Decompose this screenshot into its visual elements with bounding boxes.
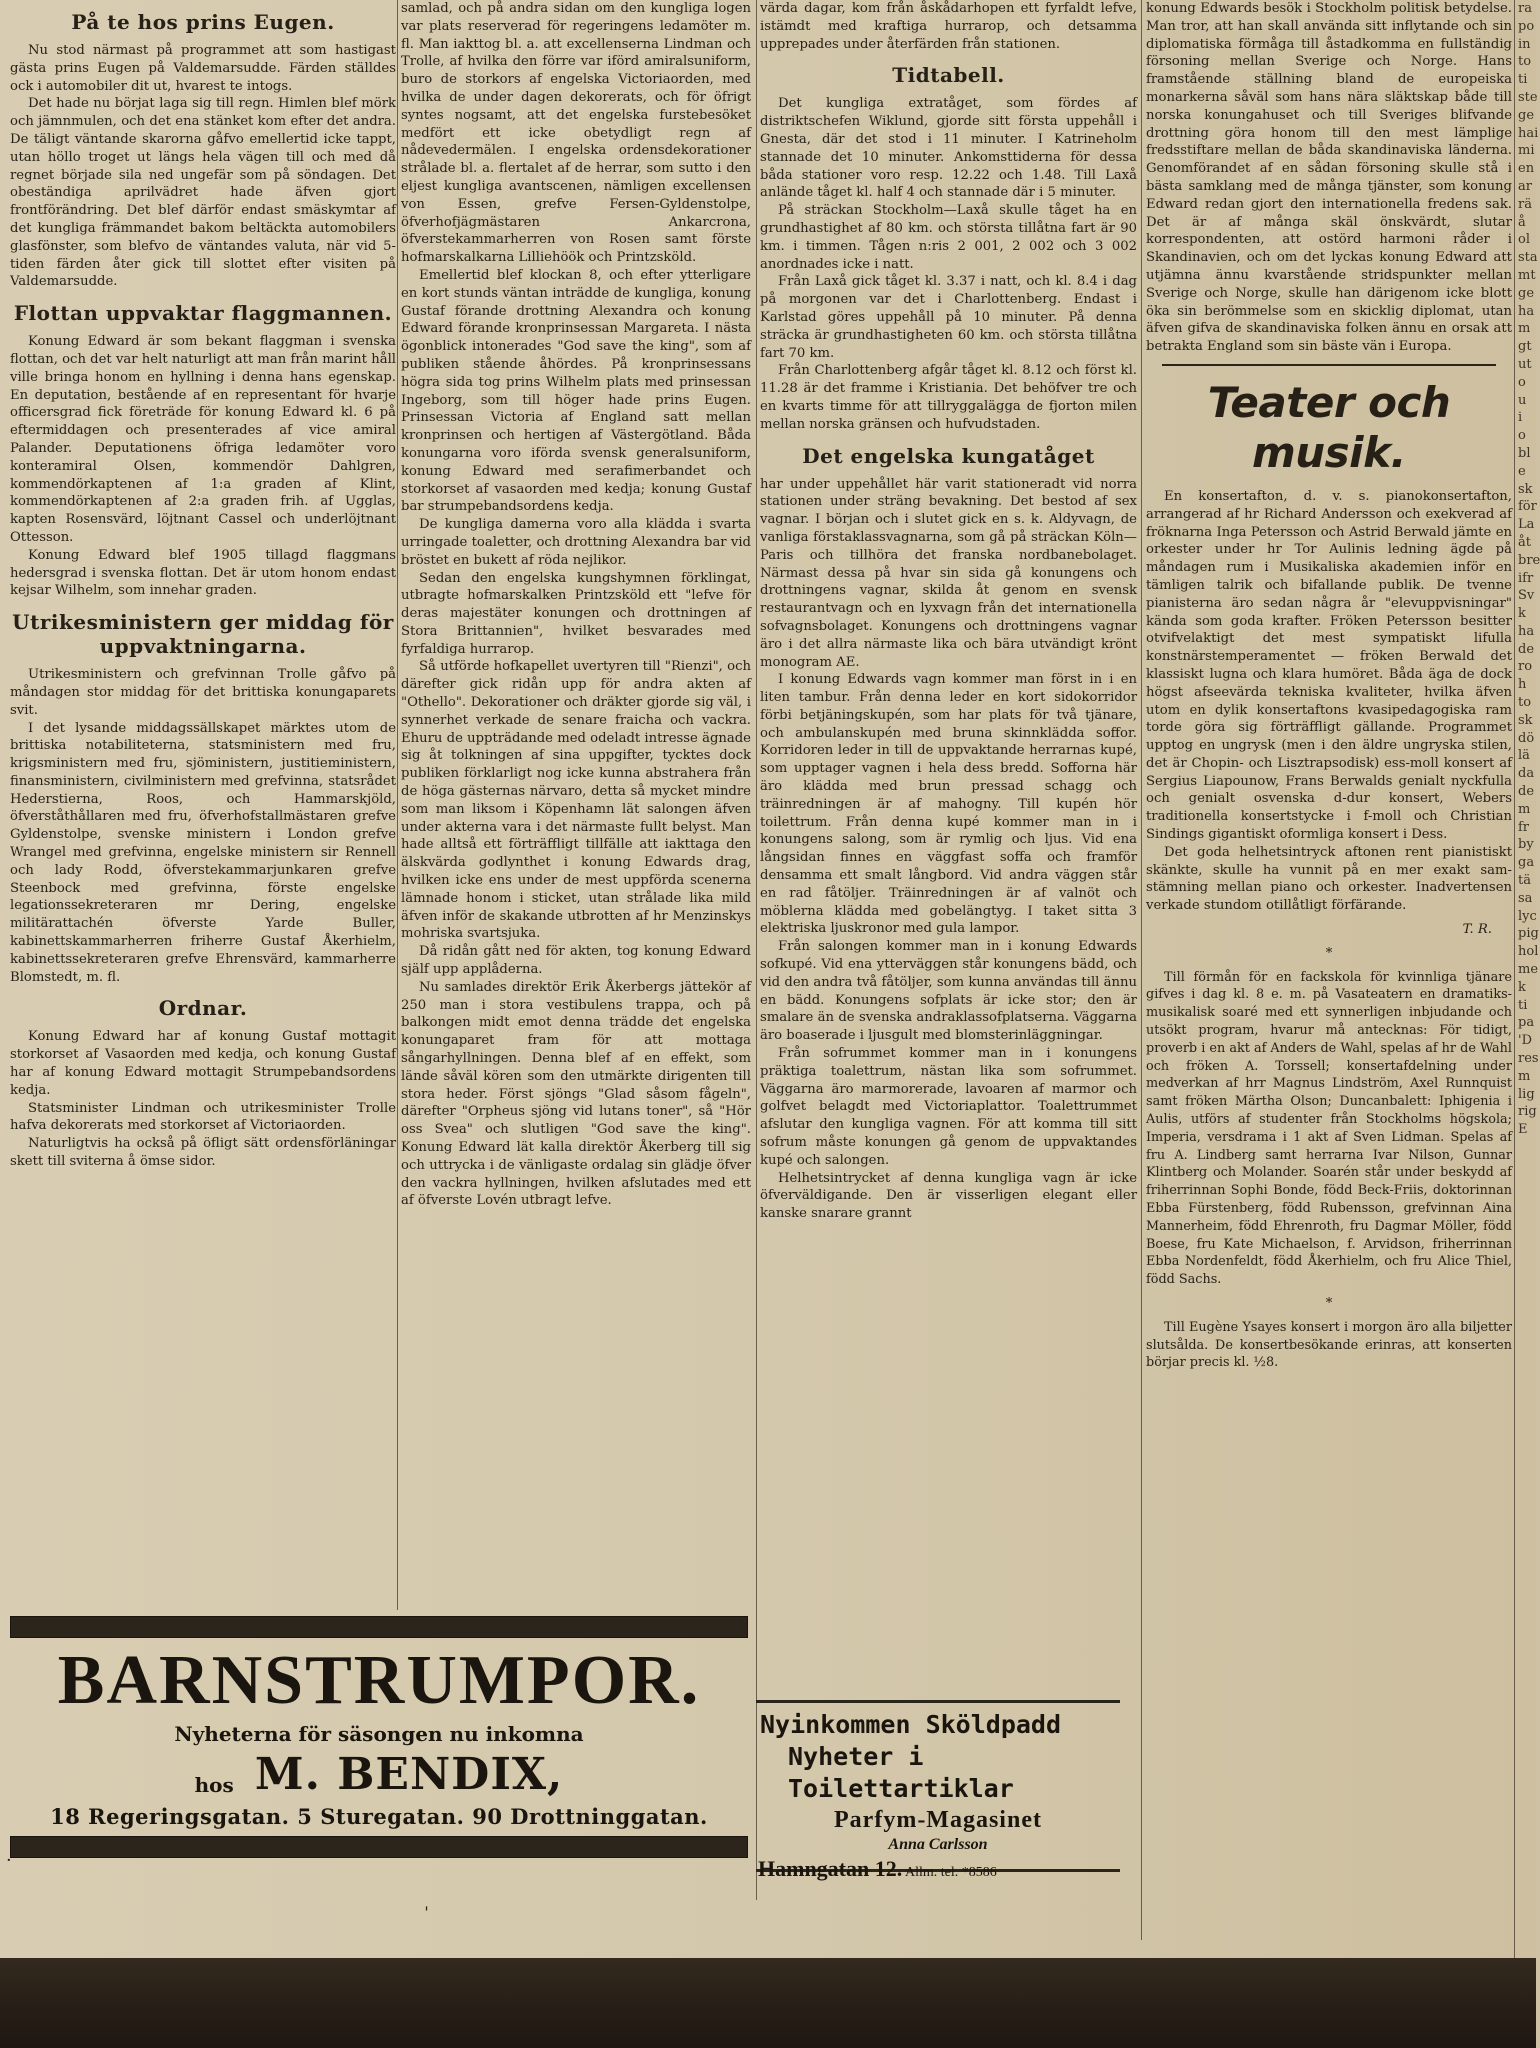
edge-fragment: rig bbox=[1518, 1104, 1537, 1120]
article-text: Nu samlades direktör Erik Åkerbergs jättekör af 250 man i stora vestibulens trappa, och på balkongen midt emot denna trädde det engelska konungaparet fram för att mottaga sångarhyllningen. Denna blef af en effekt, som lände såväl kören som den utmärkte dirigenten till stora heder. Först sjöngs "Glad såsom fågeln", därefter "Orpheus sjöng vid lutans toner", så "Hör oss Svea" och slutligen "God save the king". Konung Edward lät kalla direktör Åkerberg till sig och uttrycka i de vänligaste ordalag sin glädje öfver den vackra hyllningen, hvilken afslutades med ett af öfverste Lovén utbragt lefve. bbox=[401, 979, 751, 1209]
article-text: värda dagar, kom från åskådarhopen ett fyrfaldt lefve, istämdt med kraftiga hurrarop, och detsamma upprepades under återfärden från stationen. bbox=[760, 1, 1137, 52]
heading-prins-eugen: På te hos prins Eugen. bbox=[71, 10, 335, 34]
ad-border-top bbox=[10, 1616, 748, 1638]
article-text: De kungliga damerna voro alla klädda i svarta urringade toaletter, och drottning Alexandra bar vid bröstet en bukett af röda nejlikor. bbox=[401, 517, 751, 568]
scan-background-bottom bbox=[0, 1958, 1536, 2048]
edge-fragment: Sv bbox=[1518, 588, 1535, 604]
ad-line: Nyheter i Toilettartiklar bbox=[788, 1742, 1014, 1803]
article-text: Så utförde hofkapellet uvertyren till "Rienzi", och därefter gick ridån upp för andra akten af "Othello". Dekorationer och dräkter gjorde sig väl, i synnerhet verkade de senare fraicha och vackra. Ehuru de uppträdande med odeladt intresse ägnade sig åt tolkningen af sina uppgifter, tycktes dock publiken förklarligt nog icke kunna abstrahera från de höga gästernas närvaro, detta så mycket mindre som man liksom i Köpenhamn lät salongen äfven under akterna vara i det närmaste fullt belyst. Man hade alltså ett förträffligt tillfälle att iakttaga den älskvärda godlynthet i konung Edwards drag, hvilken icke ens under de mest uppförda scenerna lämnade honom i sticket, utan strålade lika mild äfven inför de skakande utbrotten af hr Menzinskys mohriska svartsjuka. bbox=[401, 659, 751, 942]
ad-street: Hamngatan 12. bbox=[758, 1856, 903, 1881]
article-text: Det hade nu börjat laga sig till regn. Himlen blef mörk och jämnmulen, och det ena stänket kom efter det andra. De täligt väntande skarorna gåfvo emellertid icke tappt, utan höllo troget ut längs hela vägen till och med då regnet började sila ned ungefär som på söndagen. Det obeständiga aprilvädret hade äfven gjort frontförändring. Det blef därför endast smäskymtar af det kungliga främmandet bakom beltäckta automobilers glasfönster, som blefvo de väntandes valuta, när vid 5-tiden färden åter gick till slottet efter visiten på Valdemarsudde. bbox=[10, 96, 396, 290]
article-text: Konung Edward blef 1905 tillagd flaggmans hedersgrad i svenska flottan. Det är utom honom endast kejsar Wilhelm, som innehar graden. bbox=[10, 547, 396, 599]
article-text: Helhetsintrycket af denna kungliga vagn är icke öfverväldigande. Den är visserligen elegant eller kanske snarare grannt bbox=[760, 1170, 1137, 1222]
edge-fragment: by bbox=[1518, 837, 1534, 853]
ad-subtitle: Nyheterna för säsongen nu inkomna bbox=[174, 1722, 584, 1746]
edge-fragment: o bbox=[1518, 428, 1526, 444]
edge-fragment: hai bbox=[1518, 125, 1539, 141]
edge-fragment: m bbox=[1518, 321, 1531, 337]
edge-fragment: dö bbox=[1518, 730, 1535, 746]
article-text: Det kungliga extratåget, som fördes af distriktschefen Wiklund, gjorde sitt första uppehåll i Gnesta, där det stod i 11 minuter. I Katrineholm stannade det 10 minuter. Ankomsttiderna för dessa båda stationer voro resp. 12.22 och 1.48. Till Laxå anlände tåget kl. half 4 och stannade där i 5 minuter. bbox=[760, 96, 1137, 201]
ink-mark: · bbox=[6, 1850, 12, 1871]
separator-star: * bbox=[1325, 945, 1333, 961]
article-text: Till förmån för en fackskola för kvinnliga tjänare gifves i dag kl. 8 e. m. på Vasateatern en dramatiks-musikalisk soaré med ett synnerligen inbjudande och utsökt program, hvarur må antecknas: För tidigt, proverb i en akt af Anders de Wahl, spelas af hr de Wahl och fröken A. Torssell; konsertafdelning under medverkan af hrr Magnus Lindström, Axel Runnquist samt fröken Märtha Olson; Duncanbalett: Iphigenia i Aulis, utförs af studenter från Stockholms högskola; Imperia, versdrama i 1 akt af Sven Lidman. Spelas af fru A. Lindberg samt herrarna Ivar Nilson, Gunnar Klintberg och Molander. Soarén står under beskydd af friherrinnan Sophi Bonde, född Beck-Friis, doktorinnan Ebba Fürstenberg, född Rubensson, grefvinnan Aina Mannerheim, född Ehrenroth, fru Dagmar Möller, född Boese, fru Kate Michaelson, f. Arvidson, friherrinnan Ebba Nordenfeldt, född Åkerhielm, och fru Alice Thiel, född Sachs. bbox=[1146, 969, 1512, 1288]
heading-teater-och-musik: Teater och musik. bbox=[1207, 377, 1451, 477]
edge-fragment: m bbox=[1518, 801, 1531, 817]
advertisement-parfym-magasinet bbox=[756, 1700, 1120, 1881]
edge-fragment: i bbox=[1518, 410, 1523, 426]
article-text: En konsertafton, d. v. s. pianokonsertafton, arrangerad af hr Richard Andersson och exekverad af fröknarna Inga Petersson och Astrid Berwald jämte en orkester under hr Tor Aulinis ledning ägde på måndagen rum i Musikaliska akademien inför en tämligen talrik och bifallande publik. De tvenne pianisterna äro sedan några år "elevuppvisningar" kända som goda krafter. Fröken Petersson besitter otvifvelaktigt det mest sympatiskt lifulla konstnärstemperamentet — fröken Berwald det klassiskt lugna och klara humöret. Båda äga de dock högst afseevärda tekniska kvaliteter, hvilka äfven utom en dylik konsertaftons kvasipedagogiska ram torde göra sig förträffligt gällande. Programmet upptog en ungrysk (men i den äldre ungryska stilen, det är Chopin- och Lisztrapsodisk) ess-moll konsert af Sergius Liapounow, Frans Berwalds genialt nyckfulla och genialt osvenska d-dur konsert, Webers traditionella konsertstycke i f-moll och Christian Sindings gigantiskt oformliga konsert i Dess. bbox=[1146, 488, 1512, 843]
edge-fragment: h bbox=[1518, 677, 1527, 693]
column-rule bbox=[397, 0, 398, 1610]
edge-fragment: gt bbox=[1518, 339, 1532, 355]
edge-fragment bbox=[1518, 1157, 1536, 1175]
ink-mark: ˈ bbox=[424, 1904, 429, 1925]
edge-fragment: de bbox=[1518, 784, 1535, 800]
edge-fragment: ha bbox=[1518, 303, 1535, 319]
edge-fragment: bre bbox=[1518, 552, 1540, 568]
edge-fragment: en bbox=[1518, 161, 1535, 177]
edge-fragment: åt bbox=[1518, 534, 1531, 550]
column-rule bbox=[1514, 0, 1515, 1958]
edge-fragment: 'D bbox=[1518, 1033, 1532, 1049]
edge-fragment: bl bbox=[1518, 445, 1531, 461]
edge-fragment: ge bbox=[1518, 107, 1535, 123]
edge-fragment: ol bbox=[1518, 232, 1530, 248]
edge-fragment: rä bbox=[1518, 196, 1532, 212]
edge-fragment: ra bbox=[1518, 1, 1532, 16]
edge-fragment bbox=[1518, 1139, 1536, 1157]
edge-fragment: ar bbox=[1518, 178, 1532, 194]
article-text: samlad, och på andra sidan om den kungliga logen var plats reserverad för regeringens ledamöter m. fl. Man iakttog bl. a. att excellenserna Lindman och Trolle, af hvilka den förre var iförd amiralsuniform, buro de storkors af engelska Victoriaorden, med hvilka de under dagen dekorerats, och för öfrigt syntes nogsamt, att det engelska furstebesöket medfört ett icke obetydligt regn af nådevedermälen. I engelska ordensdekorationer strålade bl. a. flertalet af de herrar, som sutto i den eljest kungliga avantscenen, nämligen excellensen von Essen, grefve Fersen-Gyldenstolpe, öfverhofjägmästaren Ankarcrona, öfverstekammarherren von Rosen samt förste hofmarskalkarna Lilliehöök och Printzsköld. bbox=[401, 1, 751, 266]
edge-fragment: ha bbox=[1518, 623, 1535, 639]
edge-fragment: in bbox=[1518, 36, 1531, 52]
article-text: Från salongen kommer man in i konung Edwards sofkupé. Vid ena ytterväggen står konungens bädd, och vid den andra två fåtöljer, som kunna användas till ännu en bädd. Konungens sofplats är icke stor; den är smalare än de svenska andraklassofplatserna. Väggarna äro boaserade i ljusgult med blomsterinläggningar. bbox=[760, 939, 1137, 1044]
ad-owner: Anna Carlsson bbox=[888, 1836, 988, 1853]
article-text: Då ridån gått ned för akten, tog konung Edward själf upp applåderna. bbox=[401, 944, 751, 978]
edge-fragment: ifr bbox=[1518, 570, 1534, 586]
edge-fragment: ro bbox=[1518, 659, 1533, 675]
edge-fragment: pa bbox=[1518, 1015, 1535, 1031]
edge-fragment: å bbox=[1518, 214, 1526, 230]
edge-fragment: hol bbox=[1518, 944, 1539, 960]
ad-addresses: 18 Regeringsgatan. 5 Sturegatan. 90 Drottninggatan. bbox=[50, 1804, 708, 1829]
article-text: Konung Edward har af konung Gustaf mottagit storkorset af Vasaorden med kedja, och konung Gustaf har af konung Edward mottagit Strumpebandsordens kedja. bbox=[10, 1029, 396, 1098]
edge-fragment: k bbox=[1518, 979, 1526, 995]
ad-shop-name: Parfym-Magasinet bbox=[834, 1807, 1042, 1833]
edge-fragment: för bbox=[1518, 499, 1537, 515]
ad-hos: hos bbox=[194, 1772, 234, 1797]
edge-fragment: ge bbox=[1518, 285, 1535, 301]
edge-fragment: E bbox=[1518, 1122, 1528, 1138]
edge-fragment: m bbox=[1518, 1068, 1531, 1084]
section-rule bbox=[1162, 364, 1496, 366]
signature: T. R. bbox=[1462, 922, 1492, 938]
edge-fragment: sta bbox=[1518, 250, 1538, 266]
edge-fragment: res bbox=[1518, 1051, 1539, 1067]
article-text: Emellertid blef klockan 8, och efter ytterligare en kort stunds väntan inträdde de kungliga, konung Gustaf förande drottning Alexandra och konung Edward förande kronprinsessan Margareta. I nästa ögonblick intonerades "God save the king", som af publiken stående åhördes. På kronprinsessans högra sida tog prins Wilhelm plats med prinsessan Ingeborg, som till höger hade prins Eugen. Prinsessan Victoria af England satt mellan kronprinsen och hertigen af Västergötland. Båda konungarna voro iförda svensk generalsuniform, konung Edward med serafimerbandet och storkorset af vasaorden med kedja; konung Gustaf bar strumpebandsordens kedja. bbox=[401, 267, 751, 515]
edge-fragment: to bbox=[1518, 695, 1532, 711]
edge-fragment: fr bbox=[1518, 819, 1530, 835]
edge-fragment: tä bbox=[1518, 873, 1531, 889]
ad-phone: Allm. tel. *8586 bbox=[902, 1865, 997, 1880]
edge-fragment: e bbox=[1518, 463, 1526, 479]
edge-fragment: sa bbox=[1518, 890, 1533, 906]
edge-fragment: ti bbox=[1518, 72, 1528, 88]
article-text: Utrikesministern och grefvinnan Trolle gåfvo på måndagen stor middag för det brittiska konungaparets svit. bbox=[10, 667, 396, 718]
ad-border-bottom bbox=[10, 1836, 748, 1858]
article-text: Från Laxå gick tåget kl. 3.37 i natt, och kl. 8.4 i dag på morgonen var det i Charlottenberg. Endast i Karlstad göres uppehåll på 10 minuter. På denna sträcka är grundhastigheten 60 km. och största tillåtna fart 70 km. bbox=[760, 274, 1137, 361]
edge-fragment: ut bbox=[1518, 356, 1532, 372]
edge-fragment: ste bbox=[1518, 89, 1538, 105]
column-2 bbox=[401, 0, 751, 1612]
edge-fragment: mi bbox=[1518, 143, 1535, 159]
column-1 bbox=[10, 0, 396, 1610]
edge-fragment: o bbox=[1518, 374, 1526, 390]
edge-fragment: ga bbox=[1518, 855, 1535, 871]
article-text: Nu stod närmast på programmet att som hastigast gästa prins Eugen på Valdemarsudde. Färden ställdes ock i automobiler dit ut, hvarest te intogs. bbox=[10, 43, 396, 94]
edge-fragment: po bbox=[1518, 18, 1535, 34]
edge-fragment: pig bbox=[1518, 926, 1539, 942]
edge-fragment: k bbox=[1518, 606, 1526, 622]
ad-merchant-name: M. BENDIX, bbox=[254, 1749, 564, 1800]
article-text: Från sofrummet kommer man in i konungens präktiga toalettrum, nästan lika som sofrummet. Väggarna äro marmorerade, lavoaren af marmor och golfvet belagdt med Victoriaplattor. Toalettrummet afslutar den kungliga vagnen. För att komma till sitt sofrum måste konungen gå genom de uppvaktandes kupé och salongen. bbox=[760, 1046, 1137, 1168]
ad-address bbox=[758, 1855, 1120, 1887]
article-text: Sedan den engelska kungshymnen förklingat, utbragte hofmarskalken Printzsköld ett "lefve för deras majestäter konungen och drottningen af Stora Brittannien", hvilket besvarades med fyrfaldiga hurrarop. bbox=[401, 570, 751, 657]
edge-fragment: u bbox=[1518, 392, 1527, 408]
heading-tidtabell: Tidtabell. bbox=[892, 63, 1005, 88]
article-text: Statsminister Lindman och utrikesminister Trolle hafva dekorerats med storkorset af Victoriaorden. bbox=[10, 1100, 396, 1134]
column-4 bbox=[1146, 0, 1512, 1940]
edge-fragment: de bbox=[1518, 641, 1535, 657]
article-text: Naturligtvis ha också på öfligt sätt ordensförläningar skett till sviterna å ömse sidor. bbox=[10, 1136, 396, 1170]
article-text: I konung Edwards vagn kommer man först in i en liten tambur. Från denna leder en kort sidokorridor förbi betjäningskupén, som har plats för två tjänare, och ambulanskupén med bruna skinnklädda soffor. Korridoren leder in till de uppvaktande herrarnas kupé, som upptager vagnen i hela dess bredd. Sofforna här äro klädda med brun pressad schagg och träinredningen är af mahogny. Till kupén hör toilettrum. Från denna kupé kommer man in i konungens salong, som är rymlig och ljus. Vid ena långsidan finnes en väggfast soffa och framför densamma ett smalt långbord. Vid andra väggen står en rad fåtöljer. Träinredningen är af valnöt och möblerna klädda med gobelängtyg. I taket sitta 3 elektriska ljuskronor med gula lampor. bbox=[760, 672, 1137, 937]
edge-fragment: lä bbox=[1518, 748, 1530, 764]
edge-fragment: me bbox=[1518, 962, 1539, 978]
cropped-edge-column bbox=[1518, 0, 1540, 1958]
heading-flottan: Flottan uppvaktar flaggmannen. bbox=[13, 301, 393, 326]
edge-fragment: lyc bbox=[1518, 908, 1537, 924]
heading-ordnar: Ordnar. bbox=[158, 996, 248, 1021]
ad-title: BARNSTRUMPOR. bbox=[57, 1642, 701, 1719]
heading-kungataget: Det engelska kungatåget bbox=[802, 443, 1095, 468]
article-text: Från Charlottenberg afgår tåget kl. 8.12 och först kl. 11.28 är det framme i Kristiania. Det behöfver tre och en kvarts timme för att tillryggalägga de fjorton milen mellan norska gränsen och hufvudstaden. bbox=[760, 363, 1137, 432]
column-3 bbox=[760, 0, 1137, 1700]
article-text: Konung Edward är som bekant flaggman i svenska flottan, och det var helt naturligt att man från marint håll ville bringa honom en hyllning i denna hans egenskap. En deputation, bestående af en representant för hvarje officersgrad fick företräde för konung Edward kl. 6 på eftermiddagen och presenterades af vice amiral Palander. Deputationens öfriga ledamöter voro konteramiral Olsen, kommendör Dahlgren, kommendörkaptenen af 1:a graden af Klint, kommendörkaptenen af 2:a graden frih. af Ugglas, kapten Rosensvärd, löjtnant Cassel och underlöjtnant Ottesson. bbox=[10, 334, 396, 545]
article-text: har under uppehållet här varit stationeradt vid norra stationen under sträng bevakning. Det bestod af sex vagnar. I början och i slutet gick en s. k. Aldyvagn, de vanliga förstaklassvagnarna, som gå på sträckan Köln—Paris och tillhöra det franska nordbanebolaget. Närmast dessa på hvar sin sida gå konungens och drottningens vagnar, skilda åt genom en svensk restaurantvagn och en lyxvagn från det internationella sofvagnsbolaget. Konungens och drottningens vagnar äro i det allra närmaste lika och bära utvändigt krönt monogram AE. bbox=[760, 476, 1137, 670]
edge-fragment: to bbox=[1518, 54, 1532, 70]
edge-fragment: mt bbox=[1518, 267, 1536, 283]
edge-fragment: da bbox=[1518, 766, 1535, 782]
advertisement-barnstrumpor bbox=[10, 1616, 748, 1846]
heading-utrikesministern: Utrikesministern ger middag för uppvaktningarna. bbox=[12, 610, 394, 659]
article-text: I det lysande middagssällskapet märktes utom de brittiska notabiliteterna, statsministern med fru, krigsministern med fru, sjöministern, justitieministern, finansministern, civilministern med grefvinna, statsrådet Hederstierna, Roos, och Hammarskjöld, öfverståthållaren med fru, öfverhofstallmästaren grefve Gyldenstolpe, svenske ministern i London grefve Wrangel med grefvinna, engelske ministern sir Rennell och lady Rodd, öfverstekammarjunkaren grefve Steenbock med grefvinna, förste engelske legationssekreteraren mr Dering, engelske militärattachén öfverste Yarde Buller, kabinettskammarherren friherre Gustaf Åkerhielm, kabinettssekreteraren grefve Ehrensvärd, kammarherre Blomstedt, m. fl. bbox=[10, 720, 396, 985]
edge-fragment: sk bbox=[1518, 481, 1533, 497]
article-text: Det goda helhetsintryck aftonen rent pianistiskt skänkte, skulle ha vunnit på en mer exakt sam-stämning mellan piano och orkester. Inadvertensen verkade stundom otillåtligt förfärande. bbox=[1146, 844, 1512, 914]
edge-fragment: ti bbox=[1518, 997, 1528, 1013]
article-text: På sträckan Stockholm—Laxå skulle tåget ha en grundhastighet af 80 km. och största tillåtna fart är 90 km. i timmen. Tågen n:ris 2 001, 2 002 och 3 002 anordnades icke i natt. bbox=[760, 203, 1137, 272]
ad-line: Nyinkommen Sköldpadd bbox=[760, 1710, 1062, 1739]
edge-fragment: lig bbox=[1518, 1086, 1535, 1102]
article-text: konung Edwards besök i Stockholm politisk betydelse. Man tror, att han skall använda sitt inflytande och sin diplomatiska förmåga till åstadkomma en fullständig försoning mellan Sverige och Norge. Hans framstående ställning bland de europeiska monarkerna såväl som hans nära släktskap både till norska konungahuset och till Sveriges blifvande drottning göra honom till den mest lämplige fredsstiftare mellan de båda skandinaviska länderna. Genomförandet af en sådan försoning skulle stå i bästa samklang med de många tjänster, som konung Edward redan gjort den internationella fredens sak. Det är af många skäl önskvärdt, slutar korrespondenten, att ostörd harmoni råder i Skandinavien, och om det lyckas konung Edward att utjämna ännu kvarstående stridspunkter mellan Sverige och Norge, skulle han därigenom icke blott öka sin berömmelse som en skicklig diplomat, utan äfven gifva de skandinaviska folken ännu en orsak att betrakta England som sin bäste vän i Europa. bbox=[1146, 1, 1512, 355]
article-text: Till Eugène Ysayes konsert i morgon äro alla biljetter slutsålda. De konsertbesökande erinras, att konserten börjar precis kl. ½8. bbox=[1146, 1319, 1512, 1371]
edge-fragment: sk bbox=[1518, 712, 1533, 728]
column-rule bbox=[756, 0, 757, 1900]
edge-fragment: La bbox=[1518, 517, 1535, 533]
separator-star: * bbox=[1325, 1296, 1333, 1311]
column-rule bbox=[1141, 0, 1142, 1940]
